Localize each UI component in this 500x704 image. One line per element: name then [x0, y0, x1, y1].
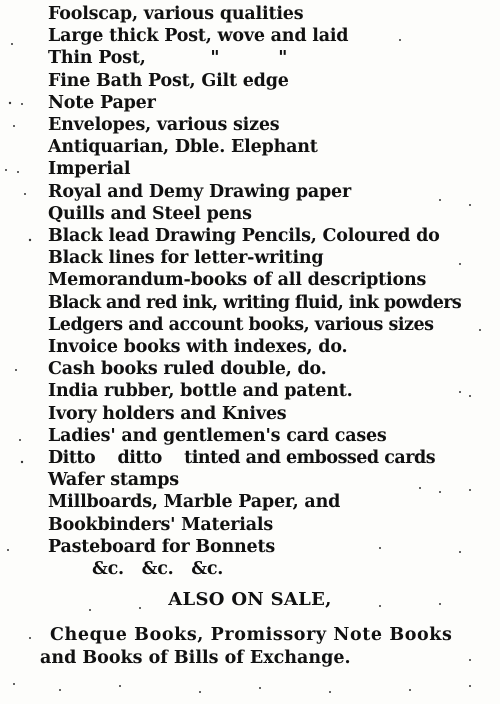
- list-item: Foolscap, various qualities: [48, 4, 304, 24]
- list-item: Large thick Post, wove and laid: [48, 26, 349, 47]
- list-item: Ditto ditto tinted and embossed cards: [48, 448, 436, 469]
- list-item: Ledgers and account books, various sizes: [48, 314, 434, 335]
- list-item: Ivory holders and Knives: [48, 403, 287, 424]
- list-item: Black lines for letter-writing: [48, 248, 324, 269]
- list-item: India rubber, bottle and patent.: [48, 381, 353, 402]
- list-item: Fine Bath Post, Gilt edge: [48, 70, 289, 91]
- list-item: Thin Post, " ": [48, 48, 288, 69]
- list-item: Ladies' and gentlemen's card cases: [48, 425, 387, 446]
- list-item: &c. &c. &c.: [92, 559, 224, 580]
- list-item: Invoice books with indexes, do.: [48, 337, 348, 358]
- list-item: Black and red ink, writing fluid, ink powders: [48, 292, 462, 313]
- list-item: Black lead Drawing Pencils, Coloured do: [48, 226, 440, 247]
- cheque-line-1: Cheque Books, Promissory Note Books: [50, 625, 453, 645]
- stationery-list: [48, 3, 493, 580]
- list-item: Antiquarian, Dble. Elephant: [48, 137, 318, 158]
- list-item: Millboards, Marble Paper, and: [48, 492, 341, 513]
- list-item: Quills and Steel pens: [48, 203, 252, 224]
- list-item: Cash books ruled double, do.: [48, 359, 327, 380]
- also-on-sale-heading: ALSO ON SALE,: [168, 589, 332, 610]
- list-item: Royal and Demy Drawing paper: [48, 181, 352, 202]
- cheque-line-2: and Books of Bills of Exchange.: [40, 648, 351, 668]
- list-item: Imperial: [48, 159, 131, 180]
- list-item: Envelopes, various sizes: [48, 115, 280, 136]
- list-item: Note Paper: [48, 92, 156, 113]
- list-item: Memorandum-books of all descriptions: [48, 270, 427, 291]
- list-item: Wafer stamps: [48, 470, 179, 491]
- list-item: Pasteboard for Bonnets: [48, 536, 275, 557]
- cheque-books-notice: [0, 624, 500, 670]
- list-item: Bookbinders' Materials: [48, 514, 273, 535]
